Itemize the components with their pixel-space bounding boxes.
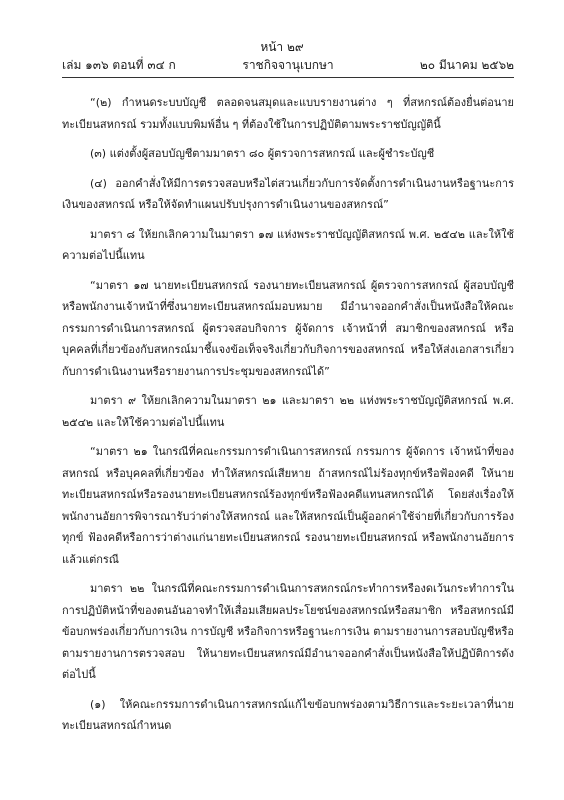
paragraph-section-21: “มาตรา ๒๑ ในกรณีที่คณะกรรมการดำเนินการสหกรณ์ กรรมการ ผู้จัดการ เจ้าหน้าที่ของสหกรณ์ หรือบุคคลที่เกี่ยวข้อง ทำให้สหกรณ์เสียหาย ถ้าสหกรณ์ไม่ร้องทุกข์หรือฟ้องคดี ให้นายทะเบียนสหกรณ์หรือรองนายทะเบียนสหกรณ์ร้องทุกข์หรือฟ้องคดีแทนสหกรณ์ได้ โดยส่งเรื่องให้พนักงานอัยการพิจารณารับว่าต่างให้สหกรณ์ และให้สหกรณ์เป็นผู้ออกค่าใช้จ่ายที่เกี่ยวกับการร้องทุกข์ ฟ้องคดีหรือการว่าต่างแก่นายทะเบียนสหกรณ์ รองนายทะเบียนสหกรณ์ หรือพนักงานอัยการ แล้วแต่กรณี [62,445,514,566]
gazette-header [62,56,514,74]
paragraph-clause-4: (๔) ออกคำสั่งให้มีการตรวจสอบหรือไต่สวนเกี่ยวกับการจัดตั้งการดำเนินงานหรือฐานะการเงินของสหกรณ์ หรือให้จัดทำแผนปรับปรุงการดำเนินงานของสหกรณ์” [62,176,514,211]
paragraph-section-22: มาตรา ๒๒ ในกรณีที่คณะกรรมการดำเนินการสหกรณ์กระทำการหรืองดเว้นกระทำการในการปฏิบัติหน้าที่ของตนอันอาจทำให้เสื่อมเสียผลประโยชน์ของสหกรณ์หรือสมาชิก หรือสหกรณ์มีข้อบกพร่องเกี่ยวกับการเงิน การบัญชี หรือกิจการหรือฐานะการเงิน ตามรายงานการสอบบัญชีหรือตามรายงานการตรวจสอบ ให้นายทะเบียนสหกรณ์มีอำนาจออกคำสั่งเป็นหนังสือให้ปฏิบัติการดังต่อไปนี้ [62,582,514,681]
volume-issue: เล่ม ๑๓๖ ตอนที่ ๓๔ ก [62,58,176,72]
publication-name: ราชกิจจานุเบกษา [242,58,334,72]
publication-date: ๒๐ มีนาคม ๒๕๖๒ [419,58,514,72]
paragraph-section-8: มาตรา ๘ ให้ยกเลิกความในมาตรา ๑๗ แห่งพระราชบัญญัติสหกรณ์ พ.ศ. ๒๕๔๒ และให้ใช้ความต่อไปนี้แทน [62,227,514,262]
paragraph-section-17: “มาตรา ๑๗ นายทะเบียนสหกรณ์ รองนายทะเบียนสหกรณ์ ผู้ตรวจการสหกรณ์ ผู้สอบบัญชีหรือพนักงานเจ้าหน้าที่ซึ่งนายทะเบียนสหกรณ์มอบหมาย มีอำนาจออกคำสั่งเป็นหนังสือให้คณะกรรมการดำเนินการสหกรณ์ ผู้ตรวจสอบกิจการ ผู้จัดการ เจ้าหน้าที่ สมาชิกของสหกรณ์ หรือบุคคลที่เกี่ยวข้องกับสหกรณ์มาชี้แจงข้อเท็จจริงเกี่ยวกับกิจการของสหกรณ์ หรือให้ส่งเอกสารเกี่ยวกับการดำเนินงานหรือรายงานการประชุมของสหกรณ์ได้” [62,278,514,378]
paragraph-clause-2: “(๒) กำหนดระบบบัญชี ตลอดจนสมุดและแบบรายงานต่าง ๆ ที่สหกรณ์ต้องยื่นต่อนายทะเบียนสหกรณ์ รวมทั้งแบบพิมพ์อื่น ๆ ที่ต้องใช้ในการปฏิบัติตามพระราชบัญญัตินี้ [62,96,514,131]
header-rule [62,77,514,78]
document-body [62,92,514,745]
paragraph-clause-3: (๓) แต่งตั้งผู้สอบบัญชีตามมาตรา ๘๐ ผู้ตรวจการสหกรณ์ และผู้ชำระบัญชี [90,147,435,160]
page-number: หน้า ๒๙ [260,40,304,54]
paragraph-section-9: มาตรา ๙ ให้ยกเลิกความในมาตรา ๒๑ และมาตรา ๒๒ แห่งพระราชบัญญัติสหกรณ์ พ.ศ. ๒๕๔๒ และให้ใช้ความต่อไปนี้แทน [62,394,514,429]
paragraph-clause-1: (๑) ให้คณะกรรมการดำเนินการสหกรณ์แก้ไขข้อบกพร่องตามวิธีการและระยะเวลาที่นายทะเบียนสหกรณ์กำหนด [62,697,514,732]
